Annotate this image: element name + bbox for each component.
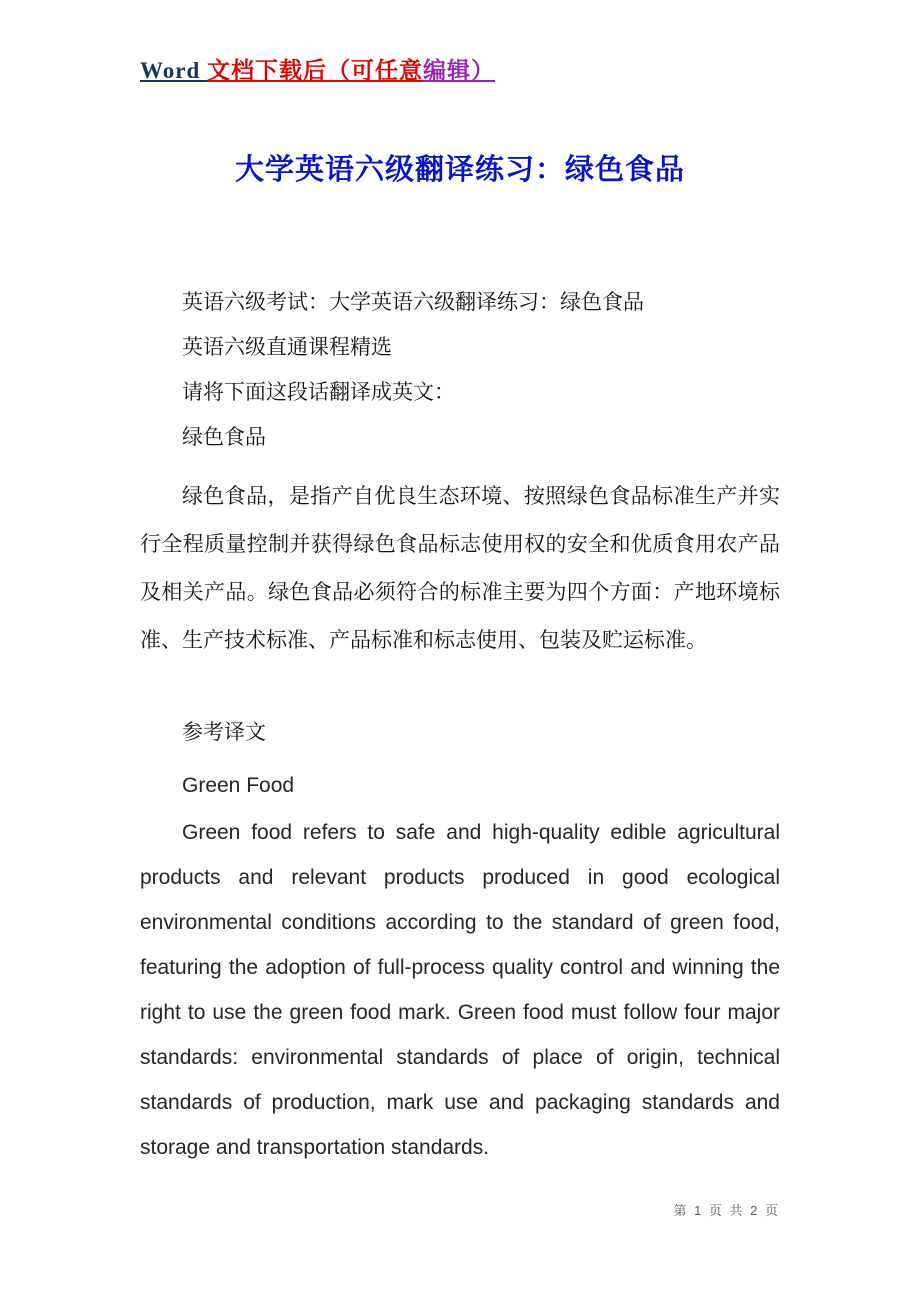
intro-line-exam: 英语六级考试：大学英语六级翻译练习：绿色食品 (182, 290, 644, 314)
document-title: 大学英语六级翻译练习：绿色食品 (234, 154, 685, 186)
english-paragraph: Green food refers to safe and high-quality edible agricultural products and relevant products produced in good ecological environmental conditions according to the standard of green food, featuring the adoption of full-process quality control and winning the right to use the green food mark. Green food must follow four major standards: environmental standards of place of origin, technical standards of production, mark use and packaging standards and storage and transportation standards. (140, 821, 780, 1159)
download-notice (140, 52, 780, 85)
intro-line-topic: 绿色食品 (182, 425, 266, 449)
intro-line-course: 英语六级直通课程精选 (182, 335, 392, 359)
notice-red-text: 文档下载后（可任意 (206, 58, 423, 83)
notice-edit-text: 编辑） (422, 58, 495, 83)
notice-word-label: Word (140, 58, 207, 83)
chinese-paragraph: 绿色食品，是指产自优良生态环境、按照绿色食品标准生产并实行全程质量控制并获得绿色食品标志使用权的安全和优质食用农产品及相关产品。绿色食品必须符合的标准主要为四个方面：产地环境标准、生产技术标准、产品标准和标志使用、包装及贮运标准。 (140, 484, 780, 652)
page-number-text: 第 1 页 共 2 页 (673, 1203, 780, 1218)
intro-line-instruction: 请将下面这段话翻译成英文： (182, 380, 455, 404)
page-number (673, 1200, 780, 1219)
english-title: Green Food (182, 774, 295, 797)
reference-translation-label: 参考译文 (182, 720, 266, 744)
